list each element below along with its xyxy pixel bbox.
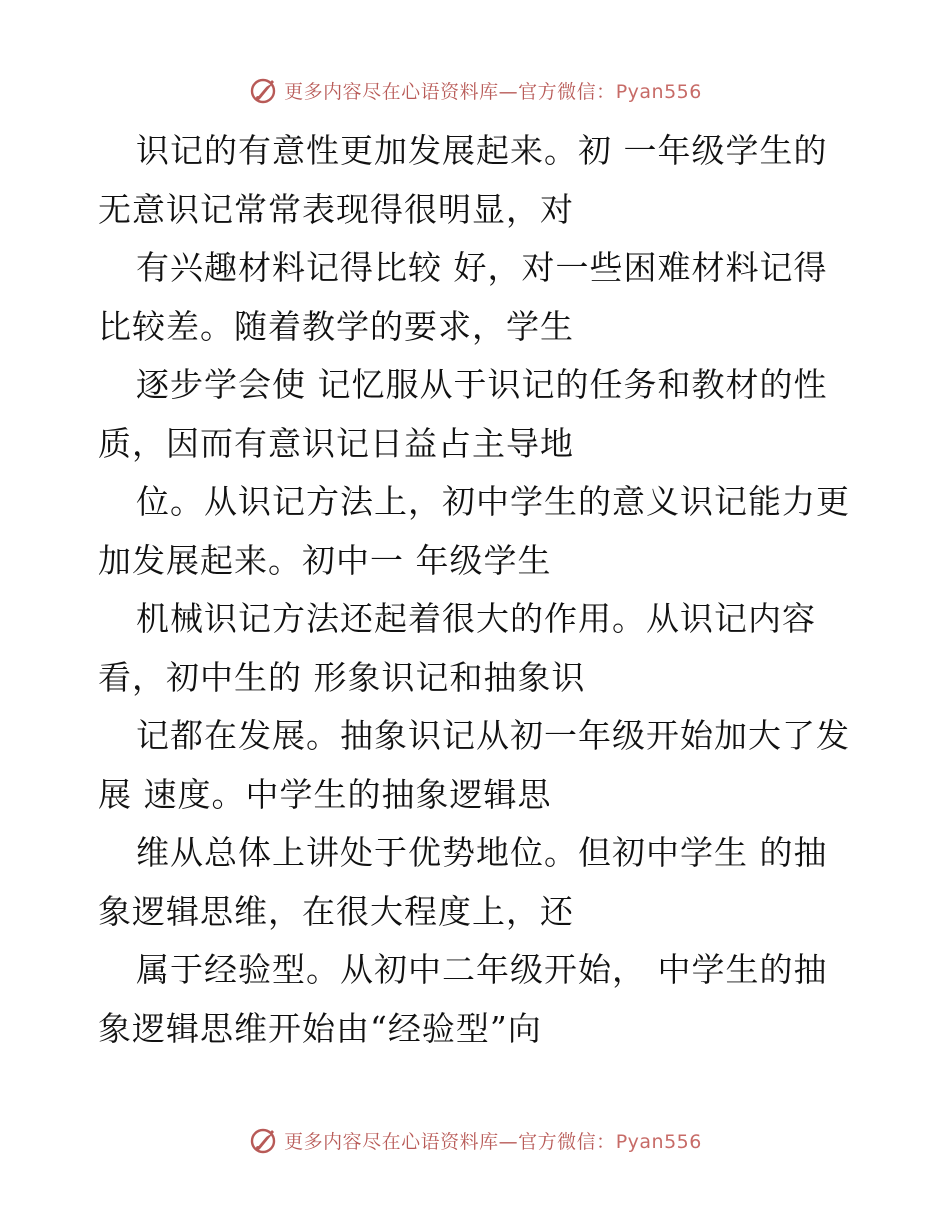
quill-logo-icon	[248, 1124, 280, 1156]
footer-banner	[0, 1120, 950, 1160]
paragraph: 记都在发展。抽象识记从初一年级开始加大了发展 速度。中学生的抽象逻辑思	[98, 716, 850, 814]
banner-dash: —	[498, 1130, 519, 1153]
quill-logo-icon	[248, 74, 280, 106]
banner-handle: Pyan556	[615, 1130, 702, 1153]
header-banner	[0, 70, 950, 110]
paragraph: 有兴趣材料记得比较 好，对一些困难材料记得比较差。随着教学的要求，学生	[98, 248, 828, 346]
banner-handle: Pyan556	[615, 80, 702, 103]
banner-dash: —	[498, 80, 519, 103]
banner-main-text: 更多内容尽在心语资料库	[284, 1130, 499, 1153]
paragraph: 识记的有意性更加发展起来。初 一年级学生的无意识记常常表现得很明显，对	[98, 131, 828, 229]
banner-contact-label: 官方微信：	[518, 1130, 616, 1153]
paragraph: 属于经验型。从初中二年级开始， 中学生的抽象逻辑思维开始由“经验型”向	[98, 950, 828, 1048]
banner-text	[284, 77, 702, 104]
banner-contact-label: 官方微信：	[518, 80, 616, 103]
document-body	[98, 122, 858, 1058]
paragraph: 维从总体上讲处于优势地位。但初中学生 的抽象逻辑思维，在很大程度上，还	[98, 833, 828, 931]
paragraph: 机械识记方法还起着很大的作用。从识记内容看，初中生的 形象识记和抽象识	[98, 599, 816, 697]
banner-text	[284, 1127, 702, 1154]
paragraph: 逐步学会使 记忆服从于识记的任务和教材的性质，因而有意识记日益占主导地	[98, 365, 828, 463]
banner-main-text: 更多内容尽在心语资料库	[284, 80, 499, 103]
paragraph: 位。从识记方法上，初中学生的意义识记能力更加发展起来。初中一 年级学生	[98, 482, 850, 580]
